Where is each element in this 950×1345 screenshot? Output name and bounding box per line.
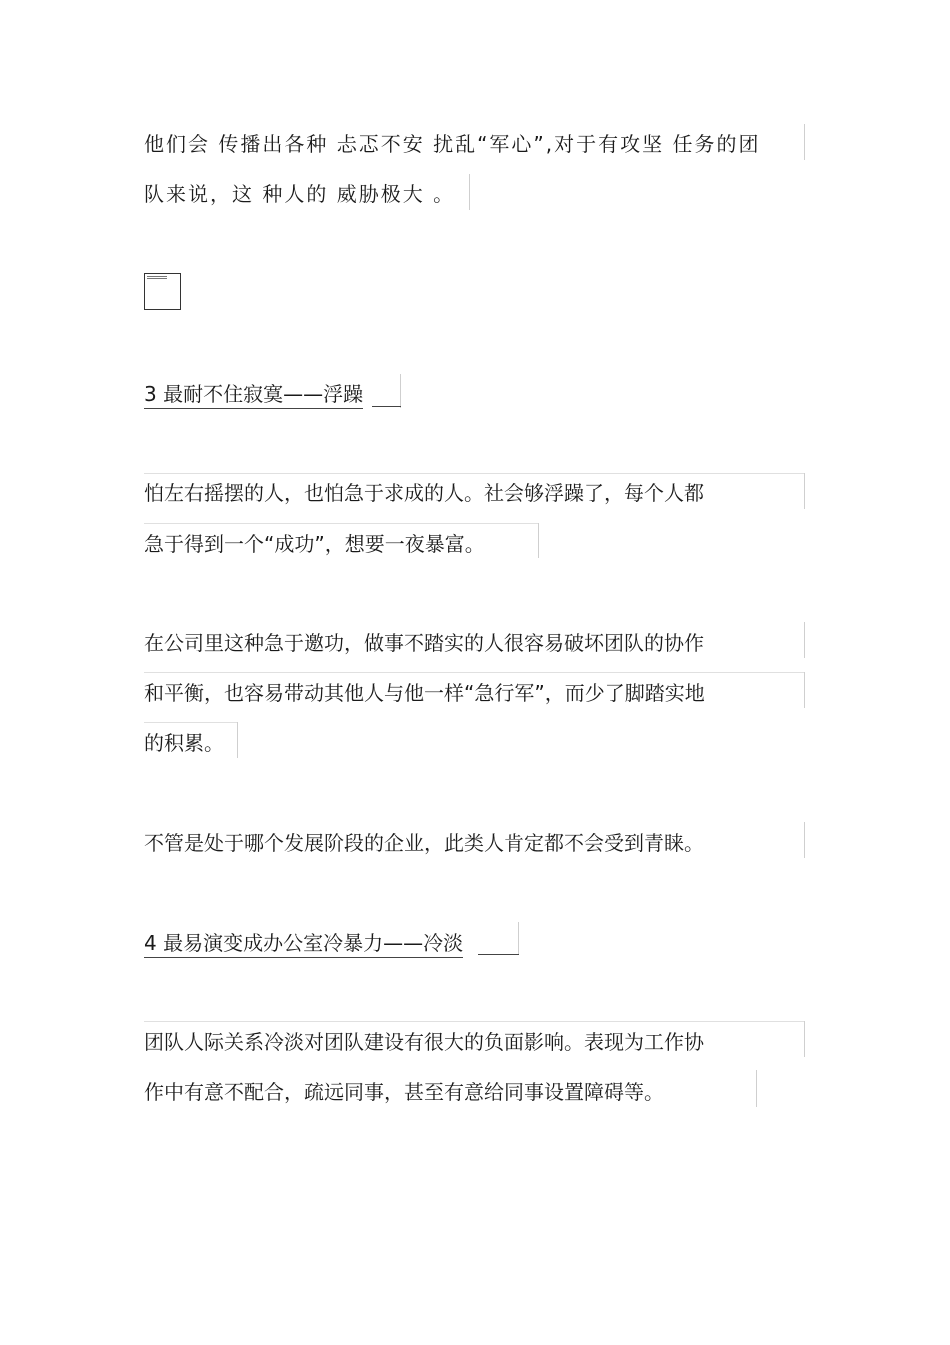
text-frame-edge <box>237 722 238 758</box>
paragraph-1-line-1: 他们会 传播出各种 忐忑不安 扰乱“军心”,对于有攻坚 任务的团 <box>144 132 761 156</box>
heading-underline-extension <box>372 406 401 407</box>
heading-underline-extension <box>478 954 519 955</box>
paragraph-3-line-1: 在公司里这种急于邀功，做事不踏实的人很容易破坏团队的协作 <box>144 631 704 655</box>
text-frame-edge <box>804 1021 805 1057</box>
text-frame-edge <box>804 672 805 708</box>
paragraph-2-line-1: 怕左右摇摆的人，也怕急于求成的人。社会够浮躁了，每个人都 <box>144 481 704 505</box>
text-frame-top <box>144 1021 804 1022</box>
paragraph-5-line-2: 作中有意不配合，疏远同事，甚至有意给同事设置障碍等。 <box>144 1080 664 1104</box>
paragraph-4-line-1: 不管是处于哪个发展阶段的企业，此类人肯定都不会受到青睐。 <box>144 831 704 855</box>
text-frame-top <box>144 523 538 524</box>
thumbnail-caption-lines <box>147 276 167 280</box>
text-frame-edge <box>538 523 539 558</box>
paragraph-3-line-3: 的积累。 <box>144 731 224 755</box>
text-frame-edge <box>469 174 470 210</box>
text-frame-edge <box>756 1070 757 1107</box>
paragraph-3-line-2: 和平衡，也容易带动其他人与他一样“急行军”，而少了脚踏实地 <box>144 681 705 705</box>
text-frame-edge <box>804 822 805 858</box>
text-frame-top <box>144 672 804 673</box>
text-frame-edge <box>400 374 401 408</box>
text-frame-top <box>144 722 237 723</box>
section-heading-4: 4 最易演变成办公室冷暴力——冷淡 <box>144 930 463 958</box>
section-heading-3: 3 最耐不住寂寞——浮躁 <box>144 381 363 409</box>
text-frame-edge <box>518 922 519 955</box>
text-frame-edge <box>804 473 805 509</box>
paragraph-1-line-2: 队来说，这 种人的 威胁极大 。 <box>144 182 456 206</box>
text-frame-edge <box>804 124 805 160</box>
paragraph-2-line-2: 急于得到一个“成功”，想要一夜暴富。 <box>144 532 485 556</box>
embedded-image-thumbnail <box>144 273 181 310</box>
paragraph-5-line-1: 团队人际关系冷淡对团队建设有很大的负面影响。表现为工作协 <box>144 1030 704 1054</box>
text-frame-edge <box>804 622 805 658</box>
text-frame-top <box>144 473 804 474</box>
